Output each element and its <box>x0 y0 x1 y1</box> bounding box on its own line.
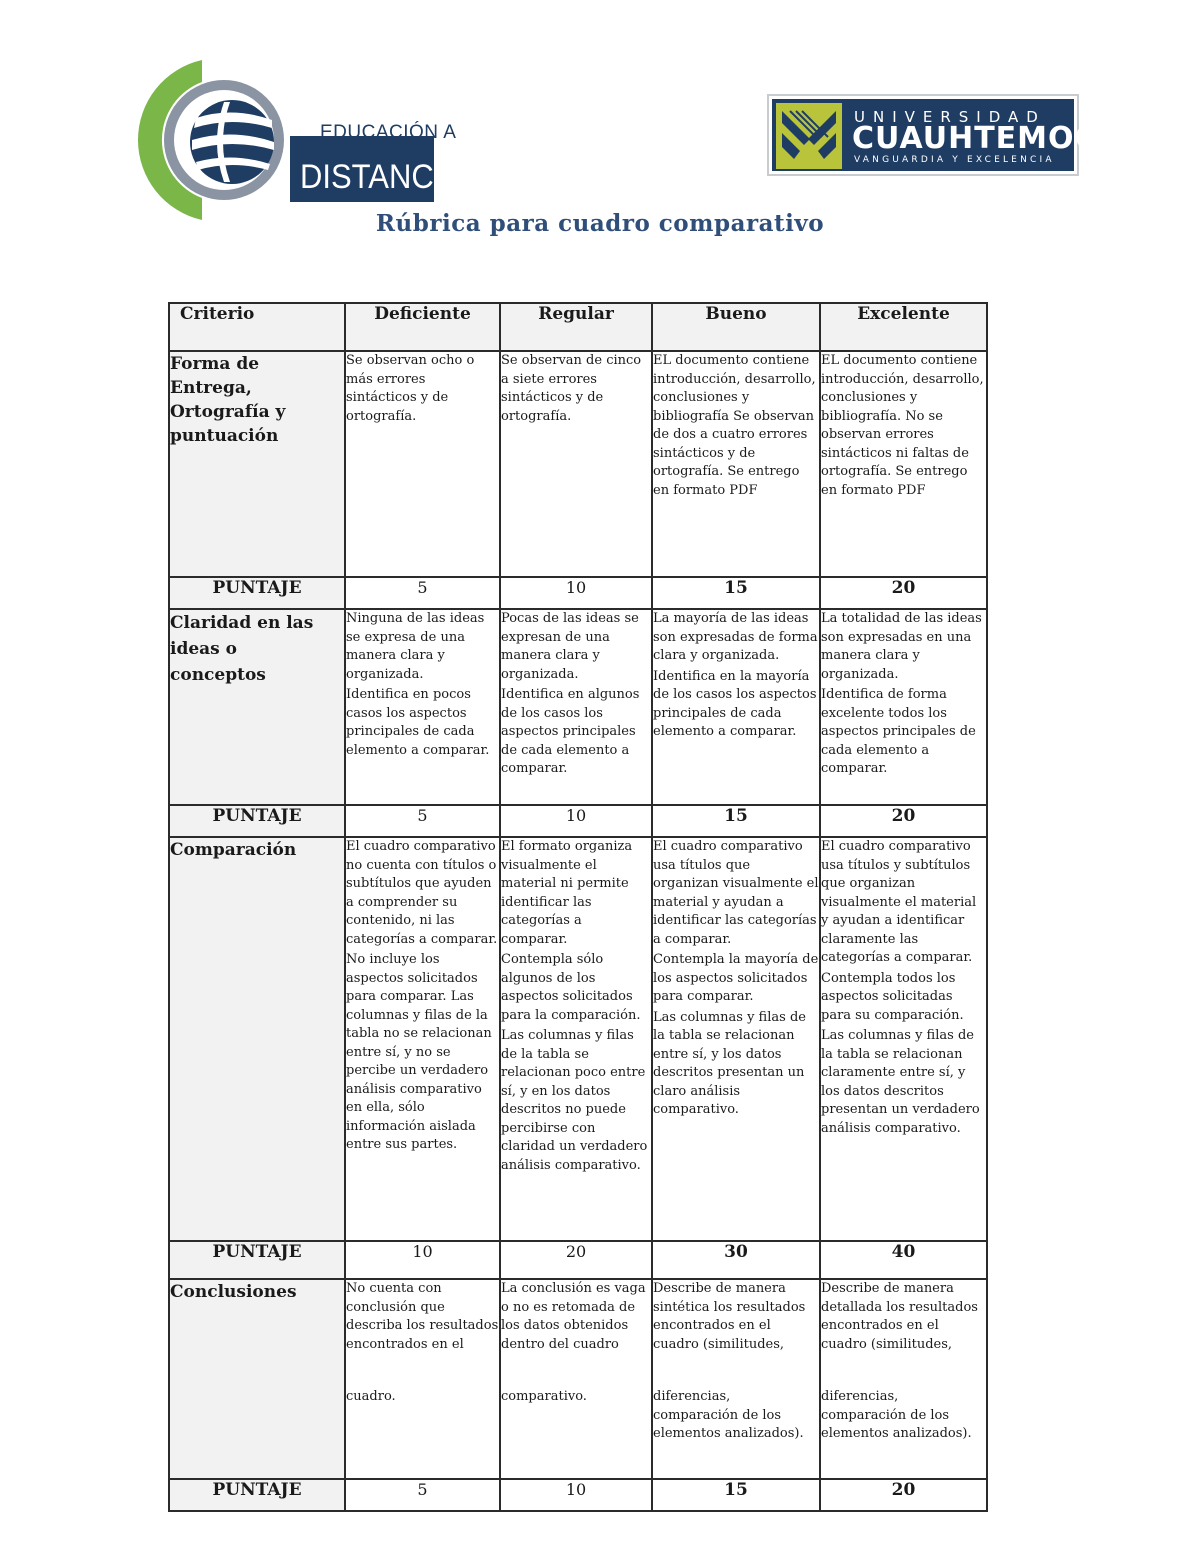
logo-left-line1: EDUCACIÓN A <box>320 122 457 143</box>
criterion-row <box>169 1279 987 1479</box>
score-label: PUNTAJE <box>169 805 345 837</box>
cell-text: La conclusión es vaga o no es retomada de los datos obtenidos dentro del cuadro <box>501 1281 646 1352</box>
bueno-cell <box>652 609 820 805</box>
universidad-cuauhtemoc-logo <box>767 94 1098 176</box>
cell-text: No cuenta con conclusión que describa los resultados encontrados en el <box>346 1281 499 1352</box>
cell-text: diferencias, comparación de los elementos analizados). <box>821 1389 972 1441</box>
bueno-cell <box>652 837 820 1241</box>
header-deficiente: Deficiente <box>345 303 500 351</box>
score-row <box>169 1241 987 1279</box>
criterion-cell <box>169 609 345 805</box>
score-deficiente: 5 <box>345 1479 500 1511</box>
score-excelente: 20 <box>820 1479 987 1511</box>
cell-text: Describe de manera sintética los resultados encontrados en el cuadro (similitudes, <box>653 1281 806 1352</box>
score-excelente: 40 <box>820 1241 987 1279</box>
bueno-cell <box>652 351 820 577</box>
criterion-line: Forma de <box>170 354 260 374</box>
header-excelente: Excelente <box>820 303 987 351</box>
cell-text: La totalidad de las ideas son expresadas en una manera clara y organizada. <box>821 611 982 682</box>
logo-right-line3: VANGUARDIA Y EXCELENCIA <box>854 155 1055 165</box>
regular-cell <box>500 609 652 805</box>
cell-text: EL documento contiene introducción, desarrollo, conclusiones y bibliografía Se observan de dos a cuatro errores sintácticos y de ortografía. Se entrego en formato PDF <box>653 353 816 498</box>
cell-text: El formato organiza visualmente el material ni permite identificar las categorías a comparar. <box>501 839 633 947</box>
cell-text: Identifica en pocos casos los aspectos principales de cada elemento a comparar. <box>346 687 490 758</box>
regular-cell <box>500 351 652 577</box>
logo-right-line2: CUAUHTEMOC <box>852 121 1098 156</box>
score-bueno: 30 <box>652 1241 820 1279</box>
cell-text: Contempla sólo algunos de los aspectos solicitados para la comparación. <box>501 952 641 1023</box>
cell-text: Las columnas y filas de la tabla se relacionan poco entre sí, y en los datos descritos no puede percibirse con claridad un verdadero análisis comparativo. <box>501 1028 648 1173</box>
logo-right-line1: UNIVERSIDAD <box>854 108 1046 126</box>
cell-text: Se observan de cinco a siete errores sintácticos y de ortografía. <box>501 353 642 424</box>
score-bueno: 15 <box>652 1479 820 1511</box>
deficiente-cell <box>345 837 500 1241</box>
criterion-line: Entrega, <box>170 378 252 398</box>
criterion-cell <box>169 837 345 1241</box>
header-criterio: Criterio <box>169 303 345 351</box>
deficiente-cell <box>345 351 500 577</box>
score-excelente: 20 <box>820 805 987 837</box>
deficiente-cell <box>345 609 500 805</box>
criterion-line: Comparación <box>170 840 297 860</box>
score-regular: 10 <box>500 805 652 837</box>
score-label: PUNTAJE <box>169 1241 345 1279</box>
score-excelente: 20 <box>820 577 987 609</box>
regular-cell <box>500 1279 652 1479</box>
cell-text: Identifica de forma excelente todos los aspectos principales de cada elemento a comparar. <box>821 687 976 776</box>
score-deficiente: 10 <box>345 1241 500 1279</box>
criterion-row <box>169 351 987 577</box>
cell-text: Pocas de las ideas se expresan de una manera clara y organizada. <box>501 611 639 682</box>
score-row <box>169 1479 987 1511</box>
score-deficiente: 5 <box>345 805 500 837</box>
cell-text: La mayoría de las ideas son expresadas de forma clara y organizada. <box>653 611 818 663</box>
page-title: Rúbrica para cuadro comparativo <box>375 210 825 237</box>
cell-text: Ninguna de las ideas se expresa de una manera clara y organizada. <box>346 611 485 682</box>
criterion-line: Ortografía y <box>170 402 286 422</box>
cell-text: El cuadro comparativo usa títulos que organizan visualmente el material y ayudan a identificar las categorías a comparar. <box>653 839 819 947</box>
score-bueno: 15 <box>652 805 820 837</box>
cell-text: cuadro. <box>346 1389 396 1404</box>
excelente-cell <box>820 1279 987 1479</box>
regular-cell <box>500 837 652 1241</box>
cell-text: Identifica en algunos de los casos los aspectos principales de cada elemento a comparar. <box>501 687 640 776</box>
bueno-cell <box>652 1279 820 1479</box>
score-label: PUNTAJE <box>169 1479 345 1511</box>
cell-text: Se observan ocho o más errores sintácticos y de ortografía. <box>346 353 475 424</box>
excelente-cell <box>820 837 987 1241</box>
cell-text: Identifica en la mayoría de los casos los aspectos principales de cada elemento a comparar. <box>653 668 817 739</box>
cell-text: Contempla todos los aspectos solicitadas para su comparación. <box>821 970 964 1023</box>
criterion-row <box>169 837 987 1241</box>
educacion-a-distancia-logo <box>140 58 464 223</box>
score-bueno: 15 <box>652 577 820 609</box>
cell-text: Las columnas y filas de la tabla se relacionan claramente entre sí, y los datos descritos presentan un verdadero análisis comparativo. <box>821 1028 980 1136</box>
cell-text: Contempla la mayoría de los aspectos solicitados para comparar. <box>653 952 819 1004</box>
criterion-line: ideas o <box>170 639 238 659</box>
score-deficiente: 5 <box>345 577 500 609</box>
cell-text: El cuadro comparativo usa títulos y subtítulos que organizan visualmente el material y ayudan a identificar claramente las categorías a comparar. <box>821 839 977 965</box>
header-bueno: Bueno <box>652 303 820 351</box>
excelente-cell <box>820 351 987 577</box>
cell-text: Las columnas y filas de la tabla se relacionan entre sí, y los datos descritos presentan un claro análisis comparativo. <box>653 1009 806 1117</box>
criterion-line: Conclusiones <box>170 1282 297 1302</box>
criterion-cell <box>169 1279 345 1479</box>
criterion-line: conceptos <box>170 665 266 685</box>
score-regular: 10 <box>500 1479 652 1511</box>
cell-text: EL documento contiene introducción, desarrollo, conclusiones y bibliografía. No se observan errores sintácticos ni faltas de ortografía. Se entrego en formato PDF <box>821 353 984 498</box>
excelente-cell <box>820 609 987 805</box>
criterion-row <box>169 609 987 805</box>
cell-text: diferencias, comparación de los elementos analizados). <box>653 1389 804 1441</box>
criterion-line: puntuación <box>170 426 279 446</box>
logo-left-line2: DISTANCIA <box>300 157 464 196</box>
cell-text: Describe de manera detallada los resultados encontrados en el cuadro (similitudes, <box>821 1281 978 1352</box>
cell-text: comparativo. <box>501 1389 587 1404</box>
criterion-line: Claridad en las <box>170 613 314 633</box>
header-row <box>169 303 987 351</box>
cuauhtemoc-emblem-icon <box>776 103 842 169</box>
rubric-table <box>168 302 988 1512</box>
score-regular: 20 <box>500 1241 652 1279</box>
criterion-cell <box>169 351 345 577</box>
header-regular: Regular <box>500 303 652 351</box>
score-row <box>169 577 987 609</box>
score-row <box>169 805 987 837</box>
score-regular: 10 <box>500 577 652 609</box>
cell-text: No incluye los aspectos solicitados para comparar. Las columnas y filas de la tabla no se relacionan entre sí, y no se percibe un verdadero análisis comparativo en ella, sólo información aislada entre sus partes. <box>346 952 492 1152</box>
cell-text: El cuadro comparativo no cuenta con títulos o subtítulos que ayuden a comprender su contenido, ni las categorías a comparar. <box>346 839 498 947</box>
deficiente-cell <box>345 1279 500 1479</box>
score-label: PUNTAJE <box>169 577 345 609</box>
